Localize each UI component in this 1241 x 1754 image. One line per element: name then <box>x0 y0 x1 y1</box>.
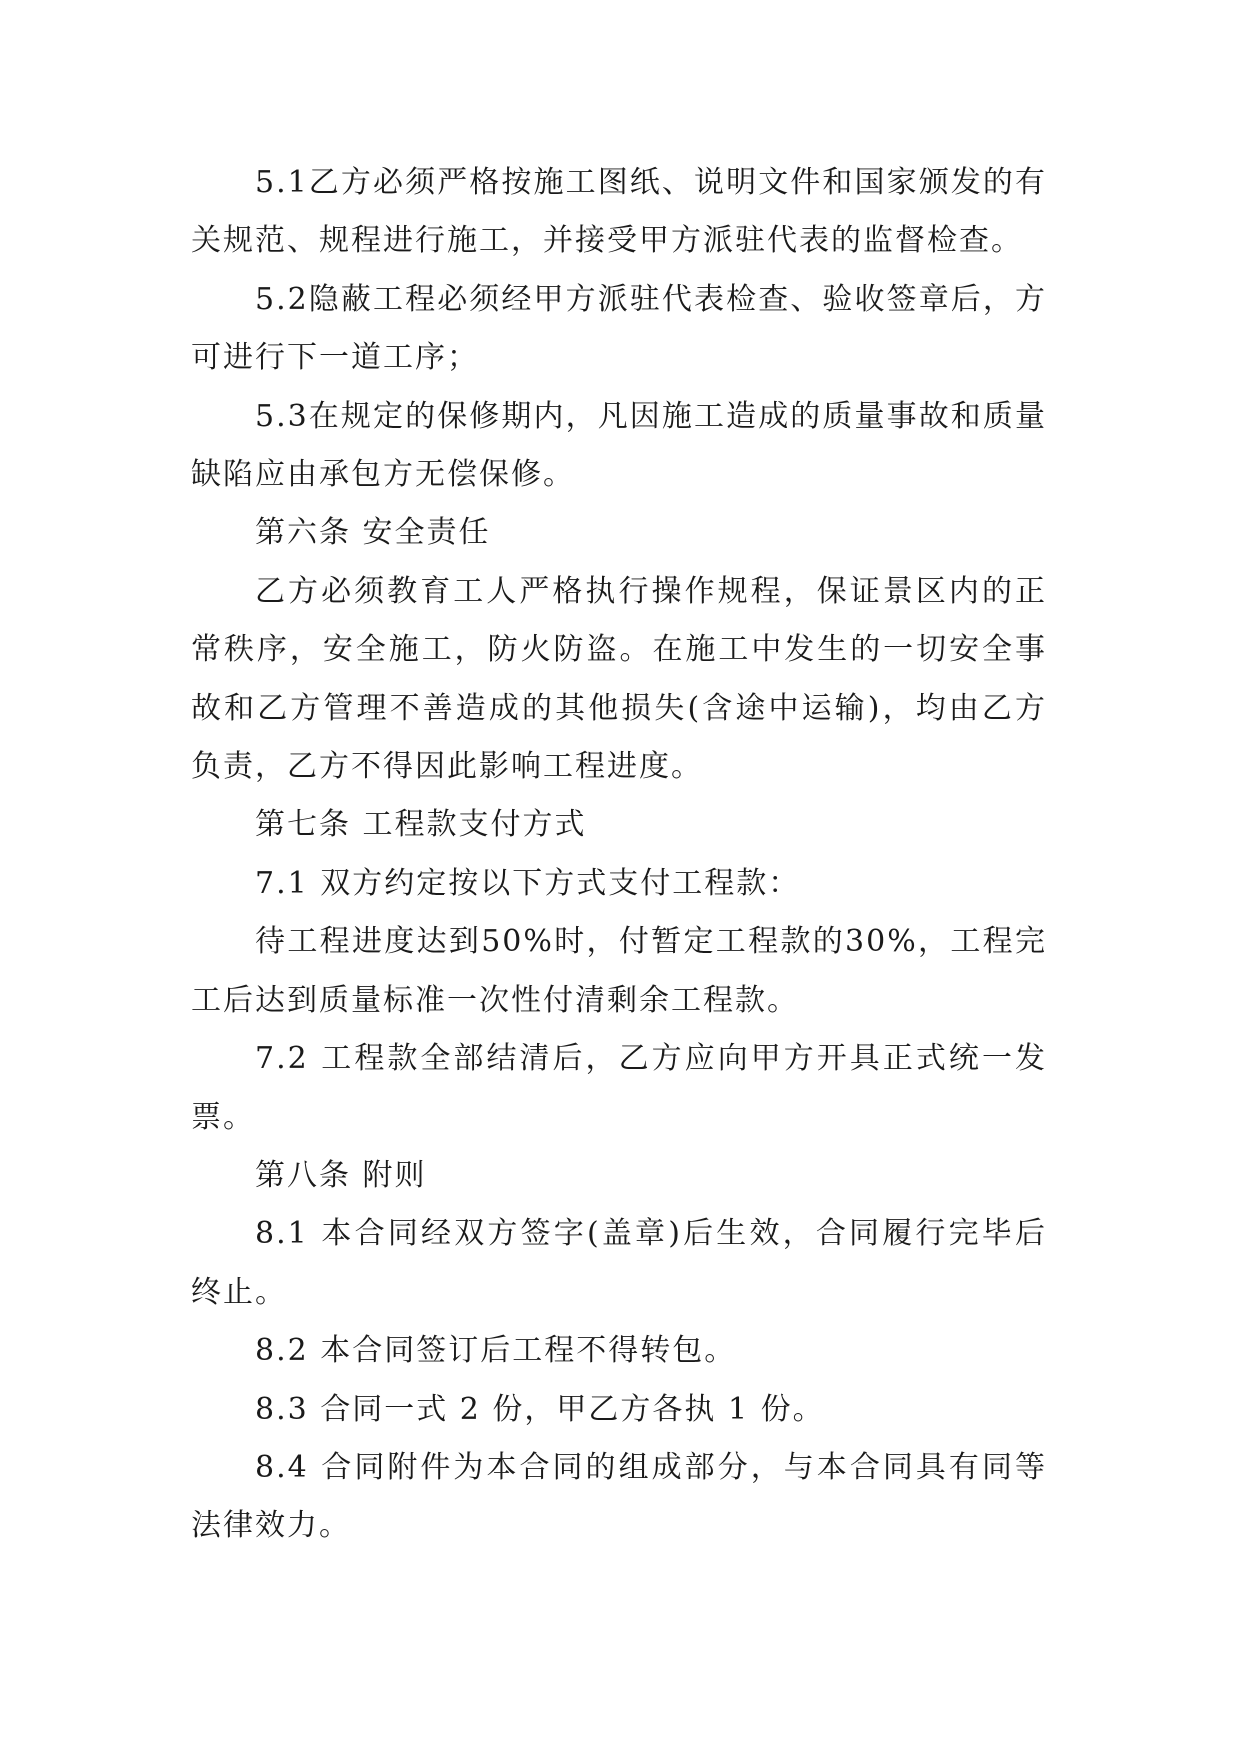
clause-5-2: 5.2隐蔽工程必须经甲方派驻代表检查、验收签章后，方可进行下一道工序； <box>191 281 1047 376</box>
clause-7-1: 7.1 双方约定按以下方式支付工程款： <box>255 865 801 901</box>
payment-terms: 待工程进度达到50%时，付暂定工程款的30%，工程完工后达到质量标准一次性付清剩余工程款。 <box>191 924 1047 1018</box>
clause-8-4: 8.4 合同附件为本合同的组成部分，与本合同具有同等法律效力。 <box>191 1449 1047 1544</box>
clause-5-1: 5.1乙方必须严格按施工图纸、说明文件和国家颁发的有关规范、规程进行施工，并接受甲方派驻代表的监督检查。 <box>191 165 1047 259</box>
article-7-heading: 第七条 工程款支付方式 <box>255 807 587 843</box>
article-6-heading: 第六条 安全责任 <box>255 515 491 551</box>
article-6-body: 乙方必须教育工人严格执行操作规程，保证景区内的正常秩序，安全施工，防火防盗。在施工中发生的一切安全事故和乙方管理不善造成的其他损失(含途中运输)，均由乙方负责，乙方不得因此影响工程进度。 <box>191 573 1047 785</box>
clause-5-3: 5.3在规定的保修期内，凡因施工造成的质量事故和质量缺陷应由承包方无偿保修。 <box>191 398 1047 493</box>
clause-8-2: 8.2 本合同签订后工程不得转包。 <box>255 1333 737 1369</box>
clause-7-2: 7.2 工程款全部结清后，乙方应向甲方开具正式统一发票。 <box>191 1041 1047 1135</box>
contract-body <box>191 154 1047 1556</box>
article-8-heading: 第八条 附则 <box>255 1157 427 1193</box>
clause-8-1: 8.1 本合同经双方签字(盖章)后生效，合同履行完毕后终止。 <box>191 1216 1047 1310</box>
clause-8-3: 8.3 合同一式 2 份，甲乙方各执 1 份。 <box>255 1391 825 1427</box>
